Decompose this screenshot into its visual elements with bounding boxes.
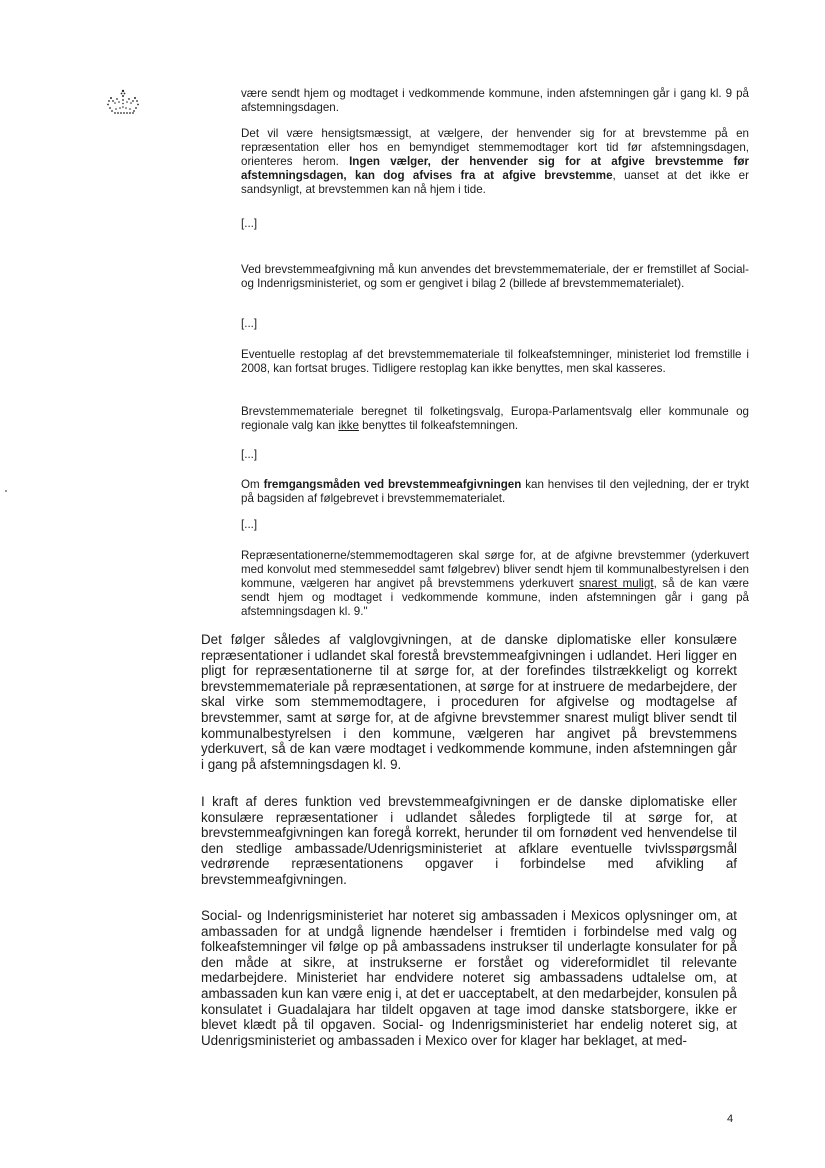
ellipsis: [...] bbox=[241, 518, 258, 531]
ellipsis: [...] bbox=[241, 317, 258, 330]
quote-paragraph-6 bbox=[241, 478, 749, 506]
quote-text: Eventuelle restoplag af det brevstemmemateriale til folkeafstemninger, ministeriet lod fremstille i 2008, kan fortsat bruges. Tidligere restoplag kan ikke benyttes, men skal kasseres. bbox=[241, 348, 749, 375]
quote-text: Repræsentationerne/stemmemodtageren skal sørge for, at de afgivne brevstemmer (yderkuvert med konvolut med stemmeseddel samt følgebrev) bliver sendt hjem til kommunalbestyrelsen i den kommune, vælgeren har angivet på brevstemmens yderkuvert bbox=[241, 549, 749, 590]
quote-paragraph-1 bbox=[241, 87, 749, 115]
quote-paragraph-4 bbox=[241, 348, 749, 376]
quote-underlined-text: ikke bbox=[338, 419, 359, 432]
quote-text: kan henvises til den vejledning, der er trykt på bagsiden af følgebrevet i brevstemmematerialet. bbox=[241, 478, 749, 505]
quote-text: , uanset at det ikke er sandsynligt, at brevstemmen kan nå hjem i tide. bbox=[241, 169, 749, 196]
quote-text: Ved brevstemmeafgivning må kun anvendes det brevstemmemateriale, der er fremstillet af Social- og Indenrigsministeriet, og som er gengivet i bilag 2 (billede af brevstemmematerialet). bbox=[241, 263, 749, 290]
quote-text: benyttes til folkeafstemningen. bbox=[358, 419, 519, 432]
quote-bold-text: fremgangsmåden ved brevstemmeafgivningen bbox=[263, 478, 522, 491]
quote-text: Om bbox=[241, 478, 264, 491]
page-number: 4 bbox=[727, 1113, 734, 1125]
quote-bold-text: Ingen vælger, der henvender sig for at afgive brevstemme før afstemningsdagen, kan dog afvises fra at afgive brevstemme bbox=[241, 155, 749, 182]
quote-paragraph-2 bbox=[241, 127, 749, 197]
quote-text: Det vil være hensigtsmæssigt, at vælgere, der henvender sig for at brevstemme på en repræsentation eller hos en bemyndiget stemmemodtager kort tid før afstemningsdagen, orienteres herom. bbox=[241, 127, 749, 168]
quote-text: Brevstemmemateriale beregnet til folketingsvalg, Europa-Parlamentsvalg eller kommunale og regionale valg kan bbox=[241, 405, 749, 432]
quote-paragraph-7 bbox=[241, 549, 749, 619]
ellipsis: [...] bbox=[241, 448, 258, 461]
body-paragraph-1: Det følger således af valglovgivningen, at de danske diplomatiske eller konsulære repræsentationer i udlandet skal forestå brevstemmeafgivningen i udlandet. Heri ligger en pligt for repræsentationerne til at sørge for, at der forefindes tilstrækkeligt og korrekt brevstemmemateriale på repræsentationen, at sørge for at instruere de medarbejdere, der skal virke som stemmemodtagere, i proceduren for afgivelse og modtagelse af brevstemmer, samt at sørge for, at de afgivne brevstemmer snarest muligt bliver sendt til kommunalbestyrelsen i den kommune, vælgeren har angivet på brevstemmens yderkuvert, så de kan være modtaget i vedkommende kommune, inden afstemningen går i gang på afstemningsdagen kl. 9. bbox=[201, 632, 737, 772]
quote-text: være sendt hjem og modtaget i vedkommende kommune, inden afstemningen går i gang kl. 9 på afstemningsdagen. bbox=[241, 87, 749, 114]
quote-underlined-text: snarest muligt bbox=[579, 577, 654, 590]
ellipsis: [...] bbox=[241, 217, 258, 230]
quote-paragraph-5 bbox=[241, 405, 749, 433]
body-paragraph-2: I kraft af deres funktion ved brevstemmeafgivningen er de danske diplomatiske eller konsulære repræsentationer i udlandet således forpligtede til at sørge for, at brevstemmeafgivningen kan foregå korrekt, herunder til om fornødent ved henvendelse til den stedlige ambassade/Udenrigsministeriet at afklare eventuelle tvivlsspørgsmål vedrørende repræsentationens opgaver i forbindelse med afvikling af brevstemmeafgivningen. bbox=[201, 794, 737, 887]
body-paragraph-3: Social- og Indenrigsministeriet har noteret sig ambassaden i Mexicos oplysninger om, at ambassaden for at undgå lignende hændelser i fremtiden i forbindelse med valg og folkeafstemninger vil følge op på ambassadens instrukser til underlagte konsulater for på den måde at sikre, at instrukserne er forstået og videreformidlet til relevante medarbejdere. Ministeriet har endvidere noteret sig ambassadens udtalelse om, at ambassaden kun kan være enig i, at det er uacceptabelt, at den medarbejder, konsulen på konsulatet i Guadalajara har tildelt opgaven at tage imod danske statsborgere, ikke er blevet klædt på til opgaven. Social- og Indenrigsministeriet har endelig noteret sig, at Udenrigsministeriet og ambassaden i Mexico over for klager har beklaget, at med- bbox=[201, 908, 737, 1048]
scan-speck bbox=[5, 490, 7, 492]
quote-text: , så de kan være sendt hjem og modtaget i vedkommende kommune, inden afstemningen går i gang på afstemningsdagen kl. 9." bbox=[241, 577, 750, 618]
quote-paragraph-3 bbox=[241, 263, 749, 291]
crown-icon bbox=[104, 88, 142, 118]
